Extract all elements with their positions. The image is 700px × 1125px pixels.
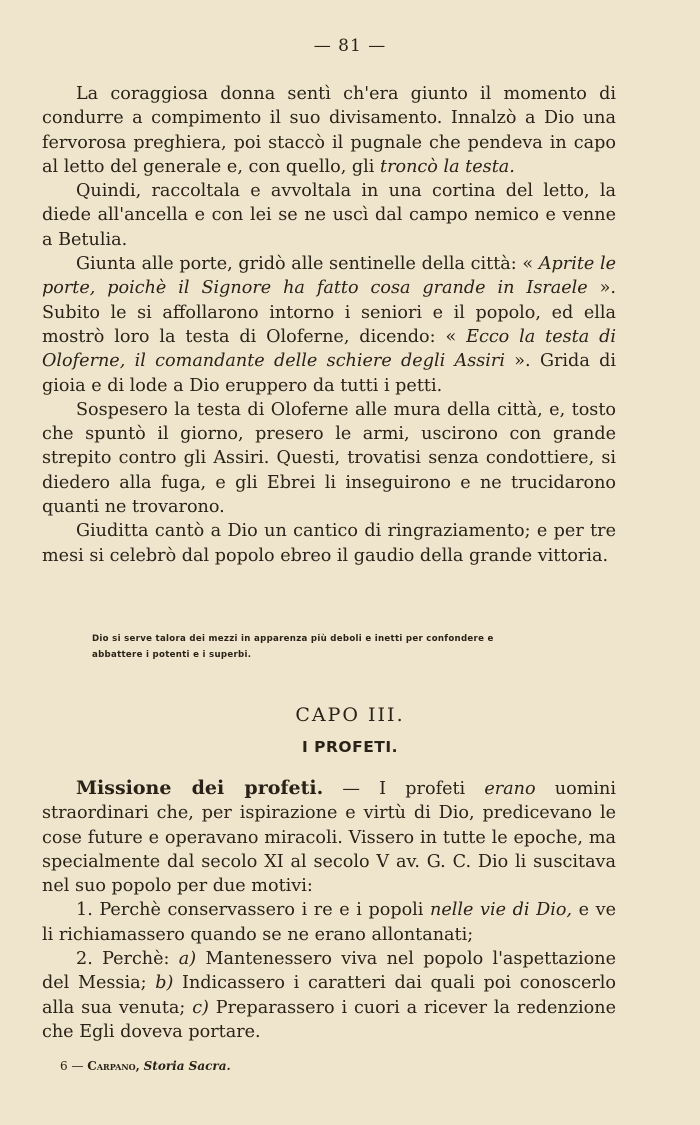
text-span: Indicassero i caratteri dai quali poi conoscerlo alla sua venuta; bbox=[42, 973, 616, 1018]
text-span: ». Subito le si affollarono intorno i seniori e il popolo, ed ella mostrò loro la testa di Oloferne, dicendo: « bbox=[42, 278, 616, 347]
italic-text: a) bbox=[178, 949, 197, 970]
text-span: e ve li richiamassero quando se ne erano allontanati; bbox=[42, 900, 616, 945]
signature-mark: 6 — bbox=[60, 1059, 84, 1073]
italic-text: Aprite le porte, poichè il Signore ha fatto cosa grande in Israele bbox=[42, 254, 617, 299]
page-number: — 81 — bbox=[313, 36, 387, 56]
paragraph: Giuditta cantò a Dio un cantico di ringraziamento; e per tre mesi si celebrò dal popolo ebreo il gaudio della grande vittoria. bbox=[42, 521, 616, 566]
text-span: 2. Perchè: bbox=[76, 949, 179, 970]
text-span: Preparassero i cuori a ricever la redenzione che Egli doveva portare. bbox=[42, 997, 616, 1042]
chapter-heading: CAPO III. bbox=[295, 704, 405, 726]
italic-text: nelle vie di Dio, bbox=[430, 900, 573, 921]
italic-text: b) bbox=[155, 973, 174, 994]
paragraph: Sospesero la testa di Oloferne alle mura della città, e, tosto che spuntò il giorno, presero le armi, uscirono con grande strepito contro gli Assiri. Questi, trovatisi senza condottiere, si diedero alla fuga, e gli Ebrei li inseguirono e ne trucidarono quanti ne trovarono. bbox=[42, 399, 616, 518]
list-item bbox=[42, 898, 616, 947]
chapter-subtitle: I PROFETI. bbox=[301, 738, 399, 756]
text-span: La coraggiosa donna sentì ch'era giunto il momento di condurre a compimento il suo divisamento. Innalzò a Dio una fervorosa preghiera, poi staccò il pugnale che pendeva in capo al letto del generale e, con quello, gli bbox=[42, 84, 616, 177]
paragraph bbox=[42, 776, 616, 898]
text-span: Mantenessero viva nel popolo l'aspettazione del Messia; bbox=[42, 949, 616, 994]
top-text-block bbox=[42, 82, 616, 568]
printer-signature bbox=[60, 1059, 231, 1073]
bottom-text-block bbox=[42, 776, 616, 1044]
list-item bbox=[42, 947, 616, 1044]
author-name: Carpano, bbox=[87, 1059, 140, 1073]
text-span: ». Grida di gioia e di lode a Dio eruppero da tutti i petti. bbox=[42, 351, 617, 396]
text-span: 1. Perchè conservassero i re e i popoli bbox=[76, 900, 431, 921]
text-span: — I profeti bbox=[323, 779, 485, 799]
book-title: Storia Sacra. bbox=[143, 1059, 231, 1073]
italic-text: Ecco la testa di Oloferne, il comandante delle schiere degli Assiri bbox=[42, 326, 617, 372]
section-lead: Missione dei profeti. bbox=[76, 777, 324, 799]
italic-text: troncò la testa. bbox=[380, 156, 515, 177]
footnote-summary bbox=[92, 631, 602, 663]
italic-text: c) bbox=[192, 997, 209, 1018]
italic-text: erano bbox=[484, 779, 536, 799]
paragraph bbox=[42, 82, 616, 179]
text-span: Giunta alle porte, gridò alle sentinelle della città: « bbox=[76, 254, 539, 275]
text-span: uomini straordinari che, per ispirazione e virtù di Dio, predicevano le cose future e operavano miracoli. Vissero in tutte le epoche, ma specialmente dal secolo XI al secolo V av. G. C. Dio li suscitava nel suo popolo per due motivi: bbox=[42, 779, 616, 897]
paragraph: Quindi, raccoltala e avvoltala in una cortina del letto, la diede all'ancella e con lei se ne uscì dal campo nemico e venne a Betulia. bbox=[42, 181, 616, 250]
note-line: Dio si serve talora dei mezzi in apparenza più deboli e inetti per confondere e bbox=[92, 634, 494, 644]
paragraph bbox=[42, 252, 616, 398]
note-line: abbattere i potenti e i superbi. bbox=[92, 650, 252, 660]
